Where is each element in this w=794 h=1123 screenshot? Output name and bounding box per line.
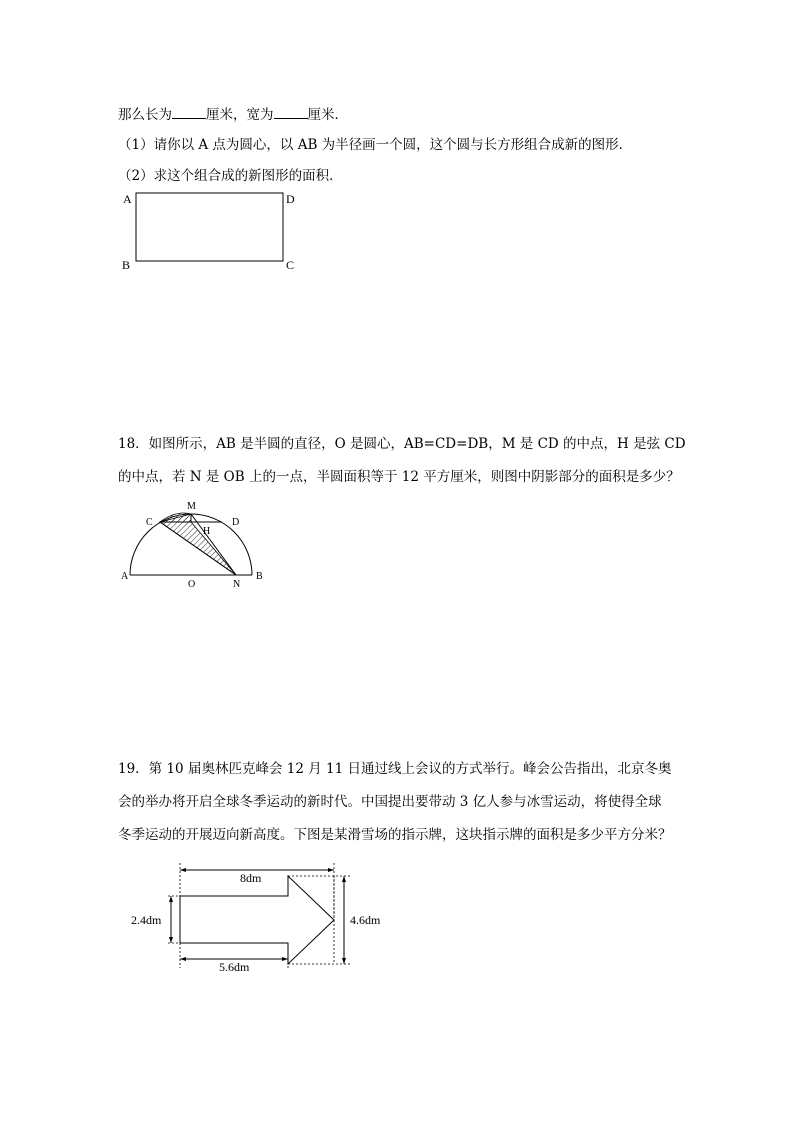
arrow-shape bbox=[180, 876, 334, 964]
q19-line2: 会的举办将开启全球冬季运动的新时代。中国提出要带动 3 亿人参与冰雪运动，将使得全球 bbox=[118, 794, 662, 810]
label-n: N bbox=[233, 579, 241, 590]
label-c: C bbox=[146, 517, 153, 528]
dim-label-top: 8dm bbox=[240, 871, 262, 885]
q17-text-a: 那么长为 bbox=[118, 107, 172, 123]
label-b: B bbox=[256, 571, 263, 582]
label-d: D bbox=[232, 517, 240, 528]
dim-label-right: 4.6dm bbox=[350, 913, 381, 927]
dim-bottom-arrow-r bbox=[282, 957, 288, 961]
q19-line3: 冬季运动的开展迈向新高度。下图是某滑雪场的指示牌，这块指示牌的面积是多少平方分米？ bbox=[118, 827, 672, 843]
q17-part1: （1）请你以 A 点为圆心，以 AB 为半径画一个圆，这个圆与长方形组合成新的图形． bbox=[118, 137, 633, 153]
dim-label-bottom: 5.6dm bbox=[219, 960, 250, 974]
width-blank[interactable] bbox=[274, 104, 308, 119]
dim-left-arrow-b bbox=[169, 937, 173, 943]
label-c: C bbox=[286, 258, 295, 272]
dim-left-arrow-t bbox=[169, 896, 173, 902]
semicircle-figure bbox=[118, 496, 278, 591]
label-a: A bbox=[121, 571, 129, 582]
rectangle-abcd bbox=[136, 193, 283, 261]
arrow-sign-figure bbox=[118, 858, 408, 978]
q17-text-c: 厘米． bbox=[307, 107, 348, 123]
q19-line1: 19．第 10 届奥林匹克峰会 12 月 11 日通过线上会议的方式举行。峰会公告指出，北京冬奥 bbox=[118, 761, 672, 777]
dim-right-arrow-t bbox=[342, 876, 346, 882]
label-a: A bbox=[123, 192, 132, 206]
dim-bottom-arrow-l bbox=[180, 957, 186, 961]
dim-top-arrow-r bbox=[328, 868, 334, 872]
dim-label-left: 2.4dm bbox=[131, 913, 162, 927]
q17-text-b: 厘米，宽为 bbox=[206, 107, 274, 123]
label-b: B bbox=[122, 258, 131, 272]
q18-line1: 18．如图所示，AB 是半圆的直径，O 是圆心，AB=CD=DB，M 是 CD 的中点，H 是弦 CD bbox=[118, 436, 686, 452]
q17-answer-line bbox=[118, 104, 348, 125]
length-blank[interactable] bbox=[172, 104, 206, 119]
dim-top-arrow-l bbox=[180, 868, 186, 872]
dim-right-arrow-b bbox=[342, 958, 346, 964]
q17-part2: （2）求这个组合成的新图形的面积． bbox=[118, 168, 343, 184]
rectangle-figure bbox=[118, 188, 308, 278]
label-o: O bbox=[188, 579, 196, 590]
q18-line2: 的中点，若 N 是 OB 上的一点，半圆面积等于 12 平方厘米，则图中阴影部分的面积是多少？ bbox=[118, 469, 680, 485]
label-m: M bbox=[187, 501, 196, 512]
label-d: D bbox=[286, 192, 295, 206]
label-h: H bbox=[203, 526, 211, 537]
